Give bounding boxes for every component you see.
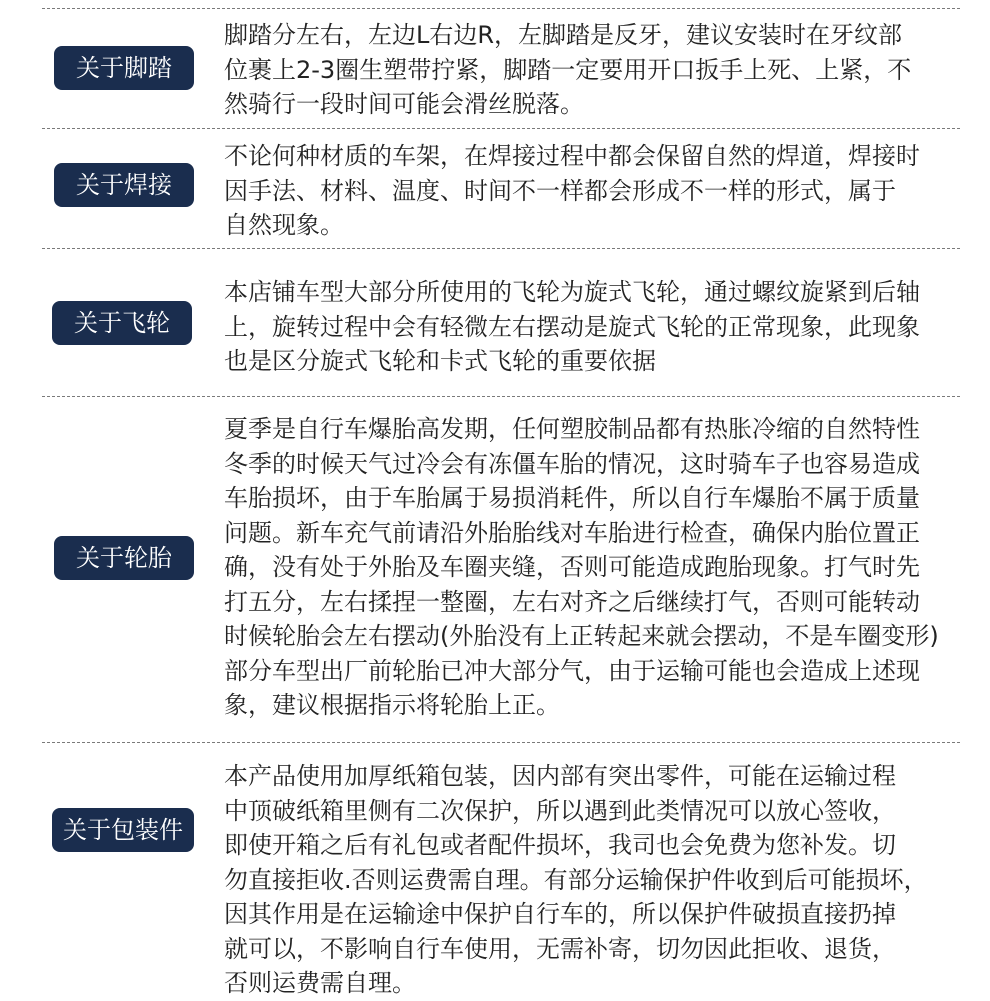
section-text-packaging: 本产品使用加厚纸箱包装，因内部有突出零件，可能在运输过程 中顶破纸箱里侧有二次保护，所以遇到此类情况可以放心签收， 即使开箱之后有礼包或者配件损坏，我司也会免费为您补发。切 勿直接拒收.否则运费需自理。有部分运输保护件收到后可能损坏， 因其作用是在运输途中保护自行车的，所以保护件破损直接扔掉 就可以，不影响自行车使用，无需补寄，切勿因此拒收、退货， 否则运费需自理。 — [224, 762, 928, 997]
section-divider — [42, 742, 960, 743]
section-divider — [42, 8, 960, 9]
section-badge-pedals: 关于脚踏 — [54, 46, 194, 90]
section-text-pedals: 脚踏分左右，左边L右边R，左脚踏是反牙，建议安装时在牙纹部 位裹上2-3圈生塑带拧紧，脚踏一定要用开口扳手上死、上紧，不 然骑行一段时间可能会滑丝脱落。 — [224, 21, 912, 118]
section-divider — [42, 248, 960, 249]
section-text-tires: 夏季是自行车爆胎高发期，任何塑胶制品都有热胀冷缩的自然特性 冬季的时候天气过冷会有冻僵车胎的情况，这时骑车子也容易造成 车胎损坏，由于车胎属于易损消耗件，所以自行车爆胎不属于质量 问题。新车充气前请沿外胎胎线对车胎进行检查，确保内胎位置正 确，没有处于外胎及车圈夹缝，否则可能造成跑胎现象。打气时先 打五分，左右揉捏一整圈，左右对齐之后继续打气，否则可能转动 时候轮胎会左右摆动(外胎没有上正转起来就会摆动，不是车圈变形) 部分车型出厂前轮胎已冲大部分气，由于运输可能也会造成上述现 象，建议根据指示将轮胎上正。 — [224, 415, 939, 719]
section-badge-freewheel: 关于飞轮 — [52, 301, 192, 345]
section-badge-packaging: 关于包装件 — [52, 808, 194, 852]
section-text-welding: 不论何种材质的车架，在焊接过程中都会保留自然的焊道，焊接时 因手法、材料、温度、时间不一样都会形成不一样的形式，属于 自然现象。 — [224, 142, 920, 239]
section-badge-tires: 关于轮胎 — [54, 536, 194, 580]
section-badge-welding: 关于焊接 — [54, 163, 194, 207]
section-text-freewheel: 本店铺车型大部分所使用的飞轮为旋式飞轮，通过螺纹旋紧到后轴 上，旋转过程中会有轻微左右摆动是旋式飞轮的正常现象，此现象 也是区分旋式飞轮和卡式飞轮的重要依据 — [224, 278, 920, 375]
section-divider — [42, 396, 960, 397]
section-divider — [42, 128, 960, 129]
